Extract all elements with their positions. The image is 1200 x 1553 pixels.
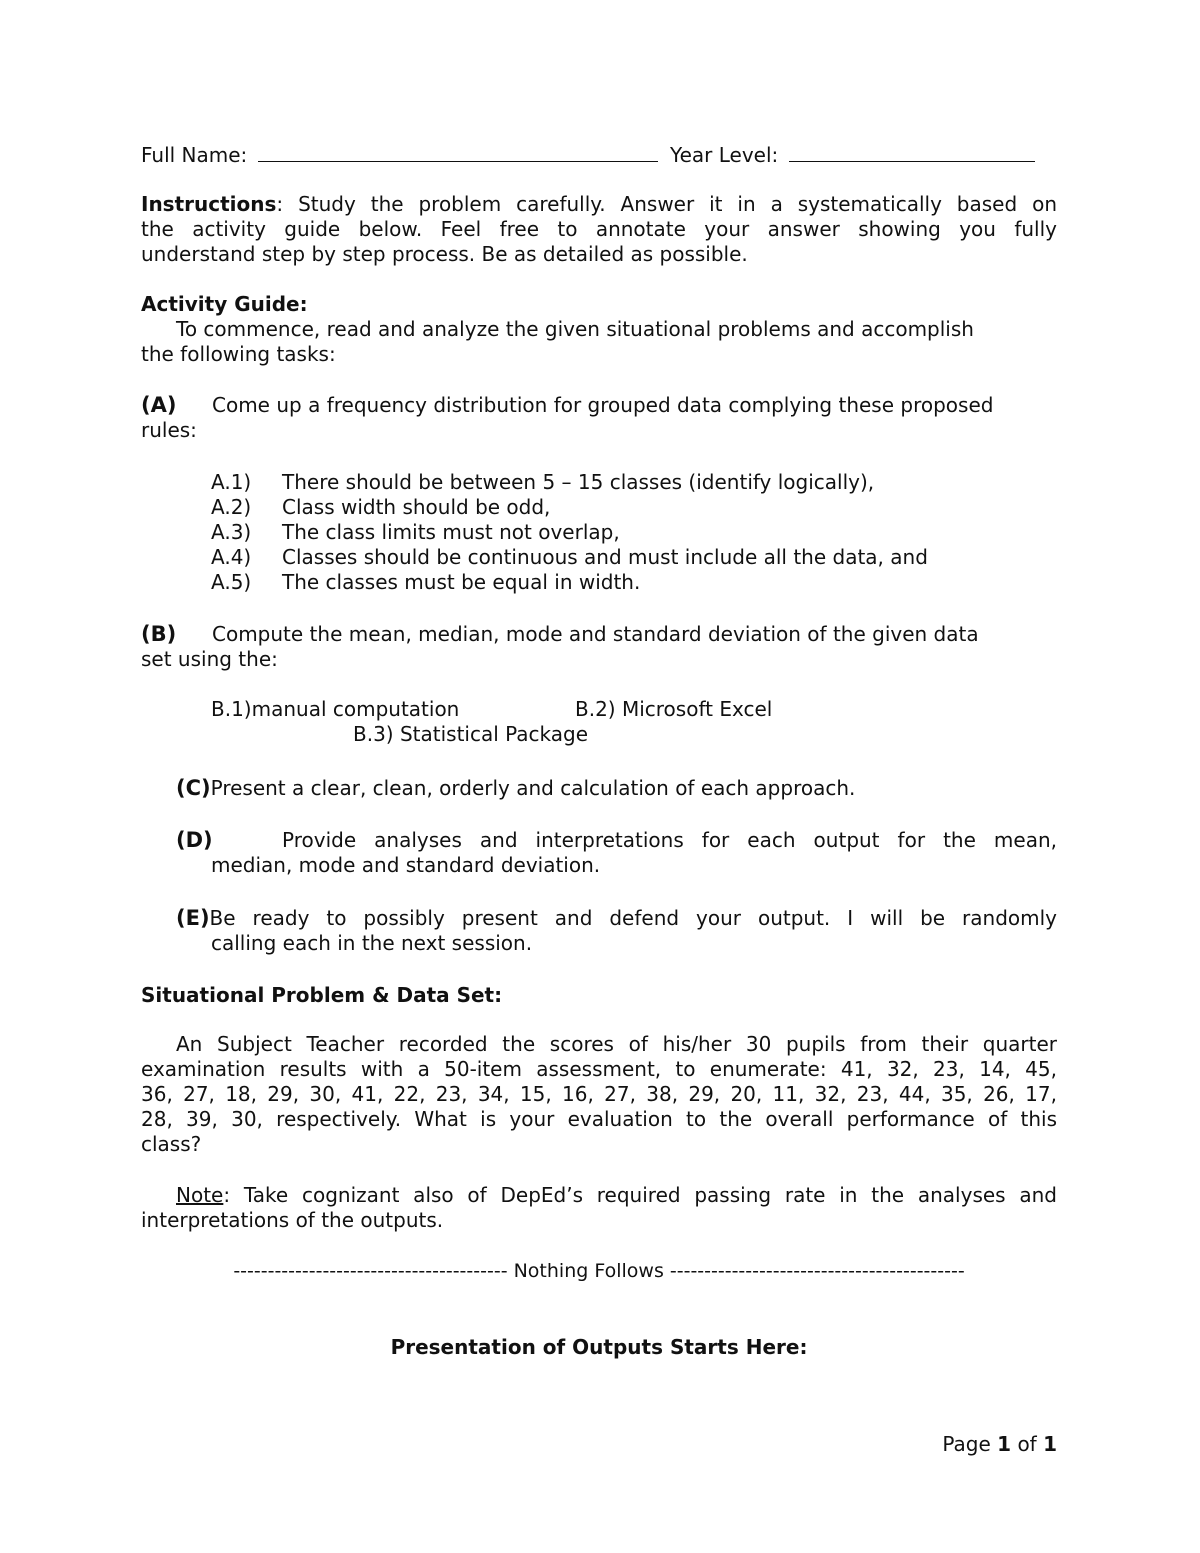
task-a-line-1: (A) Come up a frequency distribution for grouped data complying these proposed	[141, 393, 994, 417]
page-footer	[141, 1432, 1057, 1457]
task-b-line-1: (B) Compute the mean, median, mode and standard deviation of the given data	[141, 622, 979, 646]
rule-item: A.2) Class width should be odd,	[211, 495, 551, 519]
note-line-1: Note: Take cognizant also of DepEd’s required passing rate in the analyses and	[176, 1183, 1057, 1207]
activity-guide-intro-2: the following tasks:	[141, 342, 336, 366]
situational-line-4: 28, 39, 30, respectively. What is your evaluation to the overall performance of this	[141, 1107, 1057, 1131]
task-b-label: (B)	[141, 622, 177, 646]
note-line-2: interpretations of the outputs.	[141, 1208, 444, 1232]
situational-line-1: An Subject Teacher recorded the scores of his/her 30 pupils from their quarter	[176, 1032, 1057, 1056]
rule-item: A.3) The class limits must not overlap,	[211, 520, 620, 544]
task-b-option-3: B.3) Statistical Package	[353, 722, 589, 746]
task-e-line-2: calling each in the next session.	[211, 931, 533, 955]
header-row	[141, 141, 1057, 168]
full-name-blank[interactable]	[258, 141, 658, 162]
page-number: 1	[997, 1432, 1012, 1456]
nothing-follows-divider: ---------------------------------------- Nothing Follows -------------------------------------------	[233, 1260, 965, 1282]
task-b-option-2: B.2) Microsoft Excel	[575, 697, 773, 721]
situational-line-5: class?	[141, 1132, 202, 1156]
rule-item: A.5) The classes must be equal in width.	[211, 570, 641, 594]
task-d-label: (D)	[176, 828, 213, 852]
activity-guide-intro-1: To commence, read and analyze the given situational problems and accomplish	[176, 317, 974, 341]
task-b-options-row	[211, 697, 1057, 722]
task-a-line-2: rules:	[141, 418, 197, 442]
instructions-label: Instructions	[141, 192, 277, 216]
note-label: Note	[176, 1183, 224, 1207]
instructions-line-1: Instructions: Study the problem carefully. Answer it in a systematically based on	[141, 192, 1058, 216]
task-d-line-2: median, mode and standard deviation.	[211, 853, 601, 877]
task-c-label: (C)	[176, 776, 211, 800]
task-a-label: (A)	[141, 393, 177, 417]
task-e-label: (E)	[176, 906, 210, 930]
task-b-option-1: B.1)manual computation	[211, 697, 460, 721]
instructions-line-2: the activity guide below. Feel free to annotate your answer showing you fully	[141, 217, 1057, 241]
situational-line-3: 36, 27, 18, 29, 30, 41, 22, 23, 34, 15, 16, 27, 38, 29, 20, 11, 32, 23, 44, 35, 26, 17,	[141, 1082, 1057, 1106]
task-e-line-1: (E)Be ready to possibly present and defend your output. I will be randomly	[176, 906, 1057, 930]
task-d-line-1: (D) Provide analyses and interpretations for each output for the mean,	[176, 828, 1057, 852]
year-level-blank[interactable]	[789, 141, 1035, 162]
instructions-line-3: understand step by step process. Be as detailed as possible.	[141, 242, 748, 266]
page-word: Page	[942, 1432, 991, 1456]
page-total: 1	[1043, 1432, 1057, 1456]
situational-heading: Situational Problem & Data Set:	[141, 983, 503, 1007]
rule-item: A.4) Classes should be continuous and must include all the data, and	[211, 545, 928, 569]
task-b-line-2: set using the:	[141, 647, 278, 671]
full-name-label: Full Name:	[141, 143, 248, 167]
year-level-label: Year Level:	[670, 143, 779, 167]
of-word: of	[1017, 1432, 1037, 1456]
rule-item: A.1) There should be between 5 – 15 classes (identify logically),	[211, 470, 875, 494]
activity-guide-heading: Activity Guide:	[141, 292, 308, 316]
outputs-heading: Presentation of Outputs Starts Here:	[390, 1335, 808, 1359]
situational-line-2: examination results with a 50-item assessment, to enumerate: 41, 32, 23, 14, 45,	[141, 1057, 1057, 1081]
task-c: (C)Present a clear, clean, orderly and calculation of each approach.	[176, 776, 856, 800]
